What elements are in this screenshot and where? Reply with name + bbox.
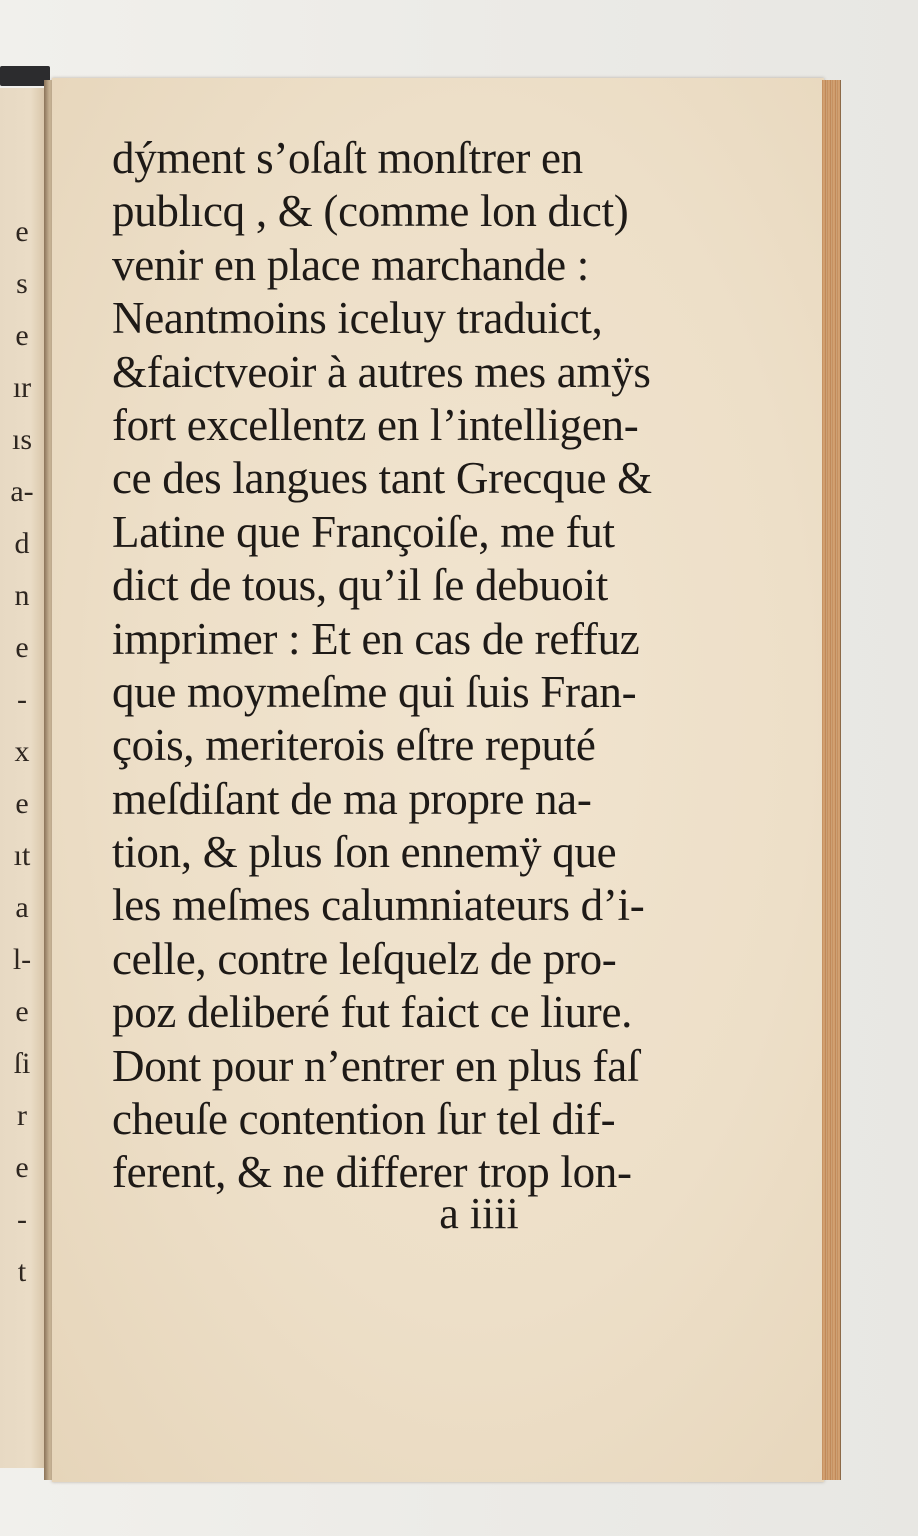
margin-char: e <box>15 319 29 352</box>
margin-char: r <box>17 1099 27 1132</box>
text-line: celle, contre leſquelz de pro- <box>112 933 617 984</box>
text-line: ferent, & ne differer trop lon- <box>112 1147 632 1198</box>
page-text <box>112 132 652 1200</box>
text-line: tion, & plus ſon ennemÿ que <box>112 827 617 878</box>
margin-char: t <box>17 1255 27 1288</box>
text-line: Dont pour n’entrer en plus faſ <box>112 1040 640 1091</box>
signature-mark: a iiii <box>439 1189 519 1238</box>
text-line: ce des langues tant Grecque & <box>112 453 652 504</box>
margin-char: e <box>15 631 29 664</box>
text-line: meſdiſant de ma propre na- <box>112 773 592 824</box>
margin-char: - <box>17 683 27 716</box>
text-line: &faictveoir à autres mes amÿs <box>112 346 651 397</box>
text-line: dict de tous, qu’il ſe debuoit <box>112 560 608 611</box>
margin-char: a <box>15 891 29 924</box>
margin-char: n <box>14 579 30 612</box>
margin-char: s <box>16 267 28 300</box>
margin-char: ır <box>12 371 32 404</box>
previous-page-margin-text <box>0 206 44 1298</box>
text-line: Latine que Françoiſe, me fut <box>112 506 615 557</box>
margin-char: a- <box>10 475 34 508</box>
text-line: que moymeſme qui ſuis Fran- <box>112 666 637 717</box>
text-line: publıcq , & (comme lon dıct) <box>112 186 629 237</box>
margin-char: - <box>17 1203 27 1236</box>
text-line: Neantmoins iceluy traduict, <box>112 293 603 344</box>
text-line: imprimer : Et en cas de reffuz <box>112 613 640 664</box>
margin-char: d <box>14 527 30 560</box>
margin-char: e <box>15 1151 29 1184</box>
previous-page-fragment <box>0 88 46 1468</box>
text-line: poz deliberé fut faict ce liure. <box>112 987 633 1038</box>
margin-char: ſi <box>13 1047 31 1080</box>
margin-char: e <box>15 995 29 1028</box>
page-edges <box>822 80 841 1480</box>
text-line: cheuſe contention ſur tel dif- <box>112 1094 616 1145</box>
text-line: çois, meriterois eſtre reputé <box>112 720 596 771</box>
book-cover-edge <box>0 66 50 86</box>
margin-char: e <box>15 787 29 820</box>
margin-char: x <box>14 735 30 768</box>
text-line: les meſmes calumniateurs d’i- <box>112 880 645 931</box>
margin-char: e <box>15 215 29 248</box>
text-line: venir en place marchande : <box>112 239 589 290</box>
margin-char: ıt <box>13 839 31 872</box>
margin-char: ıs <box>11 423 32 456</box>
margin-char: l- <box>12 943 32 976</box>
text-line: fort excellentz en l’intelligen- <box>112 399 639 450</box>
text-line: dýment s’oſaſt monſtrer en <box>112 133 583 183</box>
